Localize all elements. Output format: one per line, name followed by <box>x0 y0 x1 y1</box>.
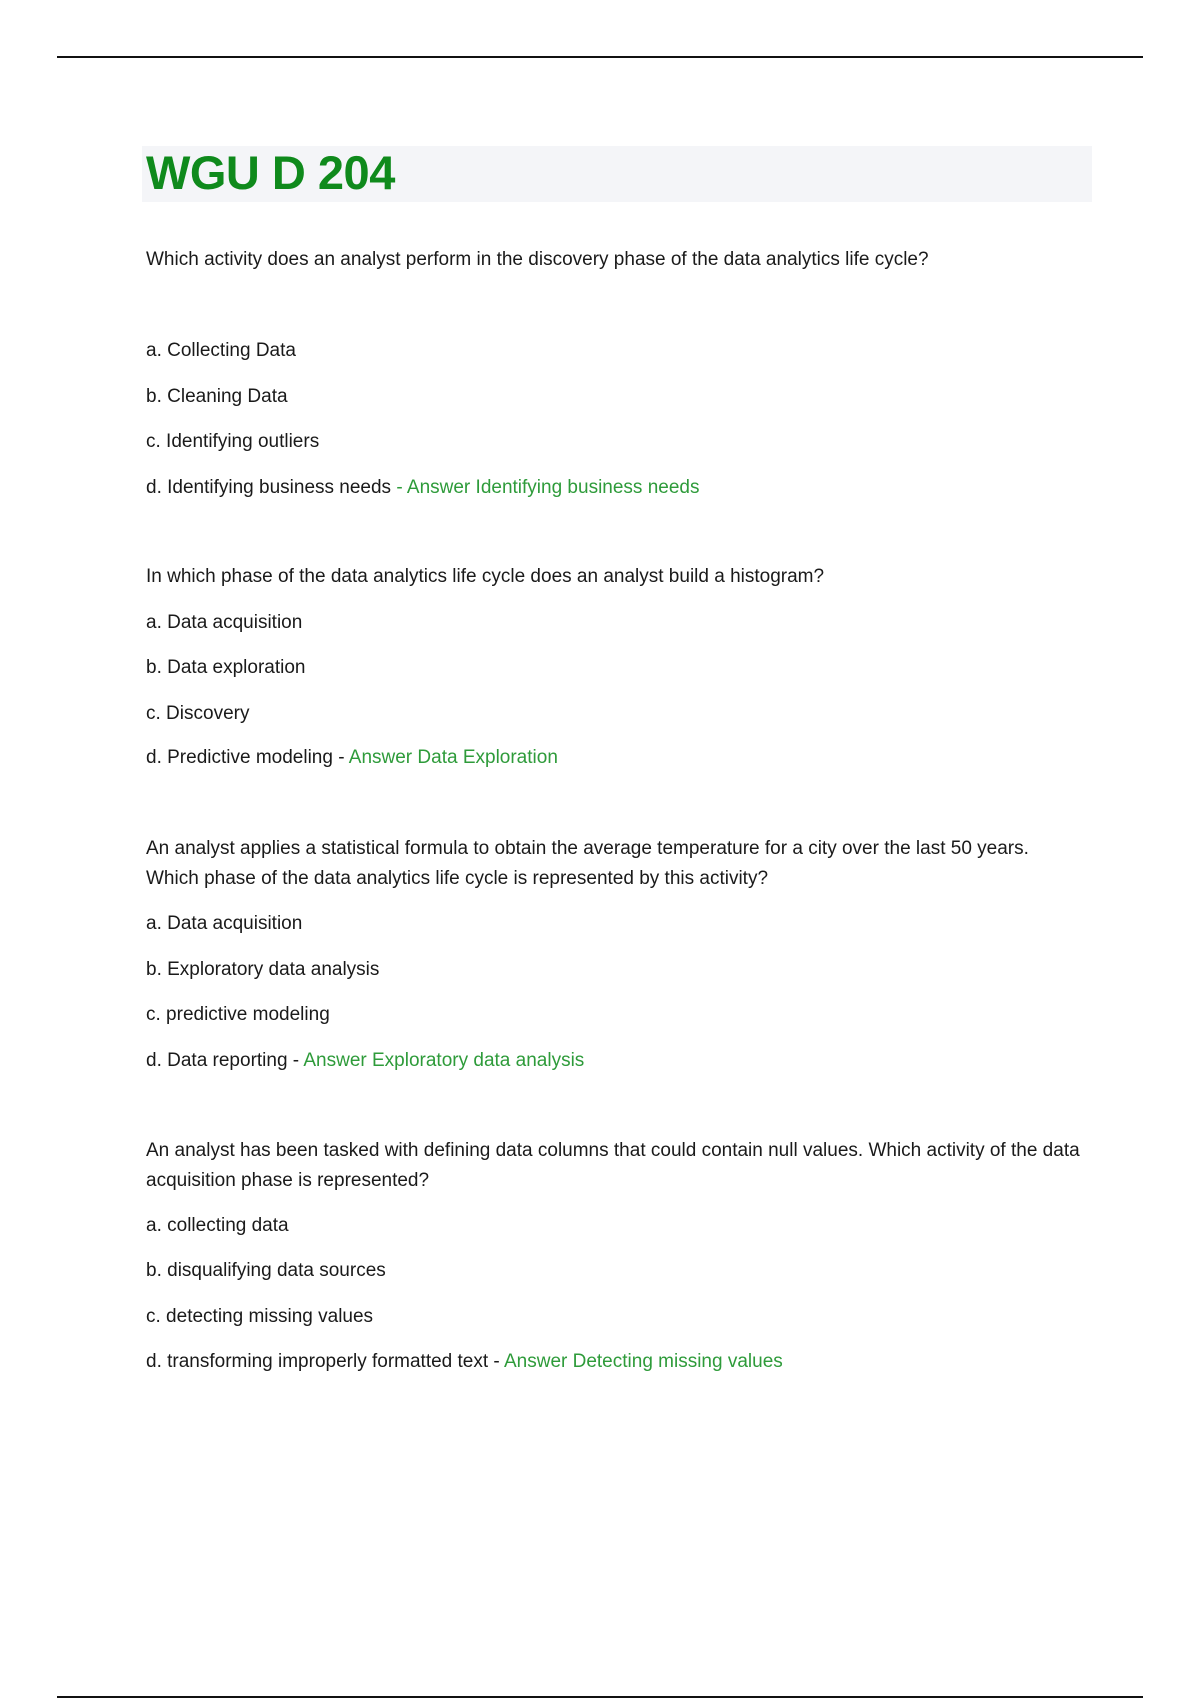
option-c: c. Discovery <box>146 703 250 724</box>
option-b: b. disqualifying data sources <box>146 1260 386 1281</box>
option-c: c. Identifying outliers <box>146 431 320 452</box>
question-text: Which activity does an analyst perform in the discovery phase of the data analytics life cycle? <box>146 249 929 270</box>
option-b: b. Exploratory data analysis <box>146 959 380 980</box>
option-b: b. Data exploration <box>146 657 306 678</box>
option-c: c. predictive modeling <box>146 1004 330 1025</box>
answer-separator: - <box>391 477 407 498</box>
option-a: a. Data acquisition <box>146 612 303 633</box>
option-d-text: d. transforming improperly formatted text <box>146 1351 489 1372</box>
answer-text: Answer Data Exploration <box>348 747 558 768</box>
answer-separator: - <box>488 1351 504 1372</box>
bottom-rule <box>57 1696 1143 1698</box>
option-d-text: d. Identifying business needs <box>146 477 392 498</box>
option-d <box>146 746 558 770</box>
answer-separator: - <box>332 747 349 768</box>
option-a: a. Data acquisition <box>146 913 303 934</box>
question-text: In which phase of the data analytics life cycle does an analyst build a histogram? <box>146 566 825 587</box>
option-b: b. Cleaning Data <box>146 386 288 407</box>
top-rule <box>57 56 1143 58</box>
option-d <box>146 1350 783 1374</box>
option-c: c. detecting missing values <box>146 1306 374 1327</box>
option-d-text: d. Predictive modeling <box>146 747 333 768</box>
page-title: WGU D 204 <box>146 146 395 199</box>
option-d <box>146 1049 584 1073</box>
answer-text: Answer Detecting missing values <box>503 1351 783 1372</box>
option-d <box>146 476 699 500</box>
option-d-text: d. Data reporting <box>146 1050 288 1071</box>
answer-text: Answer Identifying business needs <box>406 477 700 498</box>
option-a: a. Collecting Data <box>146 340 296 361</box>
question-text: An analyst has been tasked with defining data columns that could contain null values. Which activity of the data acquisition phase is represented? <box>146 1140 1080 1191</box>
answer-text: Answer Exploratory data analysis <box>303 1050 585 1071</box>
answer-separator: - <box>287 1050 304 1071</box>
option-a: a. collecting data <box>146 1215 289 1236</box>
question-text: An analyst applies a statistical formula to obtain the average temperature for a city over the last 50 years. Which phase of the data analytics life cycle is represented by this activity? <box>146 838 1029 889</box>
